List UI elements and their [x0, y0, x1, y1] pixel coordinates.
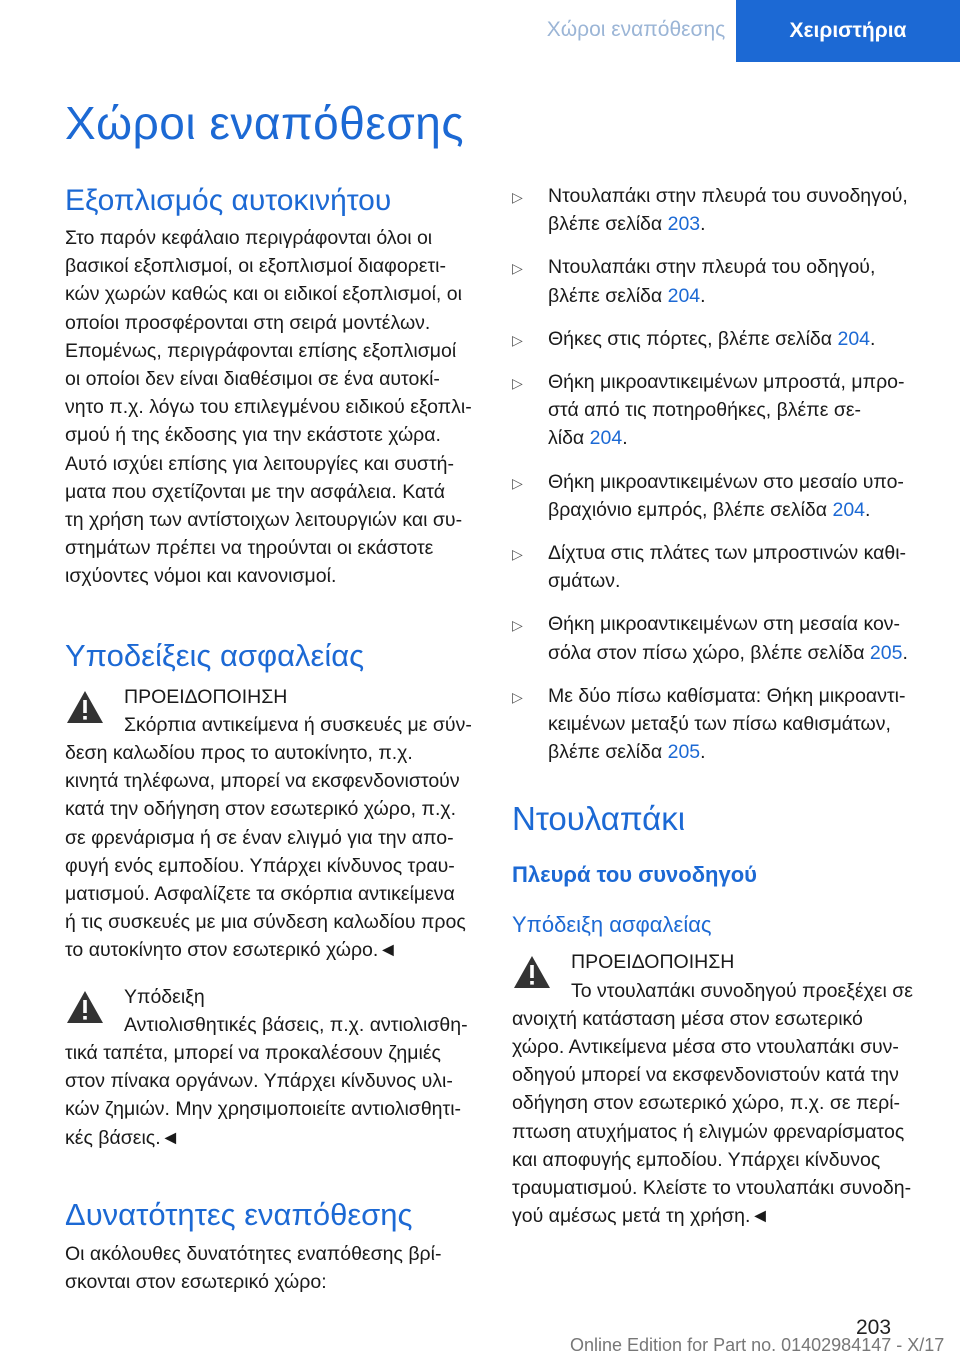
storage-list-item: [512, 368, 930, 453]
header-chapter-tab: Χειριστήρια: [736, 0, 960, 62]
storage-list-item: [512, 468, 930, 524]
notice-text: τικά ταπέτα, μπορεί να προκαλέσουν ζημιές στον πίνακα οργάνων. Υπάρχει κίνδυνος υλι‐ κών ζημιών. Μην χρησιμοποιείτε αντιολισθητι‐ κές βάσεις.◄: [65, 1042, 462, 1149]
list-item-text: Θήκες στις πόρτες, βλέπε σελίδα: [548, 327, 838, 350]
list-item-punctuation: .: [700, 741, 706, 764]
storage-list-item: [512, 539, 930, 595]
page-reference-link[interactable]: 204: [589, 427, 623, 450]
page-title: Χώροι εναπόθεσης: [65, 97, 464, 149]
page-reference-link[interactable]: 204: [837, 327, 871, 350]
notice-title: Υπόδειξη: [124, 985, 205, 1008]
triangle-bullet-icon: ▷: [512, 260, 523, 277]
storage-list-item: [512, 325, 930, 353]
storage-options-heading: Δυνατότητες εναπόθεσης: [65, 1196, 413, 1232]
storage-list-item: [512, 682, 930, 767]
page-reference-link[interactable]: 205: [869, 641, 903, 664]
equipment-heading: Εξοπλισμός αυτοκινήτου: [65, 184, 392, 217]
triangle-bullet-icon: ▷: [512, 546, 523, 563]
list-item-text: Δίχτυα στις πλάτες των μπροστινών καθι‐ σμάτων.: [548, 542, 907, 593]
list-item-punctuation: .: [622, 427, 628, 450]
list-item-punctuation: .: [700, 213, 706, 236]
list-item-text: Θήκη μικροαντικειμένων στη μεσαία κον‐ σόλα στον πίσω χώρο, βλέπε σελίδα: [548, 613, 901, 664]
page-reference-link[interactable]: 204: [832, 498, 866, 521]
notice-block-anti-slip: [65, 983, 483, 1152]
triangle-bullet-icon: ▷: [512, 189, 523, 205]
list-item-text: Ντουλαπάκι στην πλευρά του συνοδηγού, βλέπε σελίδα: [548, 185, 908, 236]
glovebox-heading: Ντουλαπάκι: [512, 800, 686, 838]
list-item-text: Με δύο πίσω καθίσματα: Θήκη μικροαντι‐ κειμένων μεταξύ των πίσω καθισμάτων, βλέπε σελίδα: [548, 684, 906, 764]
page-reference-link[interactable]: 205: [667, 741, 701, 764]
list-item-punctuation: .: [870, 327, 876, 350]
list-item-text: Θήκη μικροαντικειμένων στο μεσαίο υπο‐ βραχιόνιο εμπρός, βλέπε σελίδα: [548, 470, 904, 521]
notice-first-line: Αντιολισθητικές βάσεις, π.χ. αντιολισθη‐: [124, 1013, 468, 1036]
warning-title: ΠΡΟΕΙΔΟΠΟΙΗΣΗ: [571, 951, 735, 974]
safety-note-heading: Υπόδειξη ασφαλείας: [512, 912, 712, 938]
warning-first-line: Σκόρπια αντικείμενα ή συσκευές με σύν‐: [124, 713, 472, 736]
triangle-bullet-icon: ▷: [512, 331, 523, 348]
warning-triangle-icon: [512, 948, 552, 1004]
storage-list-item: [512, 610, 930, 666]
storage-list-item: [512, 182, 930, 238]
storage-list-item: [512, 253, 930, 309]
warning-text: δεση καλωδίου προς το αυτοκίνητο, π.χ. κινητά τηλέφωνα, μπορεί να εκσφενδονιστούν κατά την οδήγηση στον εσωτερικό χώρο, π.χ. σε φρενάρισμα ή σε έναν ελιγμό για την απο‐ φυγή ενός εμποδίου. Υπάρχει κίνδυνος τραυ‐ ματισμού. Ασφαλίζετε τα σκόρπια αντικείμενα ή τις συσκευές με μια σύνδεση καλωδίου προς το αυτοκίνητο στον εσωτερικό χώρο.◄: [65, 742, 466, 962]
list-item-punctuation: .: [865, 498, 871, 521]
storage-options-paragraph: Οι ακόλουθες δυνατότητες εναπόθεσης βρί‐ σκονται στον εσωτερικό χώρο:: [65, 1242, 442, 1294]
left-column: [65, 182, 483, 1296]
safety-heading: Υποδείξεις ασφαλείας: [65, 637, 365, 673]
list-item-text: Ντουλαπάκι στην πλευρά του οδηγού, βλέπε σελίδα: [548, 256, 876, 307]
page-number: 203: [856, 1316, 892, 1339]
warning-first-line: Το ντουλαπάκι συνοδηγού προεξέχει σε: [571, 979, 913, 1002]
storage-list: [512, 182, 930, 766]
page-reference-link[interactable]: 203: [667, 213, 701, 236]
triangle-bullet-icon: ▷: [512, 474, 523, 491]
equipment-paragraph: Στο παρόν κεφάλαιο περιγράφονται όλοι οι βασικοί εξοπλισμοί, οι εξοπλισμοί διαφορετι‐ κών χωρών καθώς και οι ειδικοί εξοπλισμοί, οι οποίοι προσφέρονται στη σειρά μοντέλων. Επομένως, περιγράφονται επίσης εξοπλισμοί οι οποίοι δεν είναι διαθέσιμοι σε ένα αυτοκί‐ νητο π.χ. λόγω του επιλεγμένου ειδικού εξοπλι‐ σμού ή της έκδοσης για την εκάστοτε χώρα. Αυτό ισχύει επίσης για λειτουργίες και συστή‐ ματα που σχετίζονται με την ασφάλεια. Κατά τη χρήση των αντίστοιχων λειτουργιών και συ‐ στημάτων πρέπει να τηρούνται οι εκάστοτε ισχύοντες νόμοι και κανονισμοί.: [65, 227, 472, 588]
right-column: [512, 182, 930, 1230]
triangle-bullet-icon: ▷: [512, 375, 523, 392]
passenger-side-heading: Πλευρά του συνοδηγού: [512, 862, 757, 888]
page-header: [0, 0, 960, 62]
page-reference-link[interactable]: 204: [667, 284, 701, 307]
list-item-punctuation: .: [902, 641, 908, 664]
notice-triangle-icon: [65, 983, 105, 1039]
warning-text: ανοιχτή κατάσταση μέσα στον εσωτερικό χώρο. Αντικείμενα μέσα στο ντουλαπάκι συν‐ οδηγού μπορεί να εκσφενδονιστούν κατά την οδήγηση στον εσωτερικό χώρο, π.χ. σε περί‐ πτωση ατυχήματος ή ελιγμών φρεναρίσματος και αποφυγής εμποδίου. Υπάρχει κίνδυνος τραυματισμού. Κλείστε το ντουλαπάκι συνοδη‐ γού αμέσως μετά τη χρήση.◄: [512, 1007, 912, 1228]
triangle-bullet-icon: ▷: [512, 617, 523, 634]
triangle-bullet-icon: ▷: [512, 688, 523, 705]
list-item-punctuation: .: [700, 284, 706, 307]
warning-triangle-icon: [65, 683, 105, 739]
warning-block-glovebox: [512, 948, 930, 1230]
header-section-title: Χώροι εναπόθεσης: [546, 18, 726, 41]
footer-edition: Online Edition for Part no. 01402984147 - X/17: [570, 1335, 945, 1355]
warning-title: ΠΡΟΕΙΔΟΠΟΙΗΣΗ: [124, 685, 288, 708]
warning-block-loose-objects: [65, 683, 483, 965]
list-item-text: Θήκη μικροαντικειμένων μπροστά, μπρο‐ στά από τις ποτηροθήκες, βλέπε σε‐ λίδα: [548, 371, 905, 450]
